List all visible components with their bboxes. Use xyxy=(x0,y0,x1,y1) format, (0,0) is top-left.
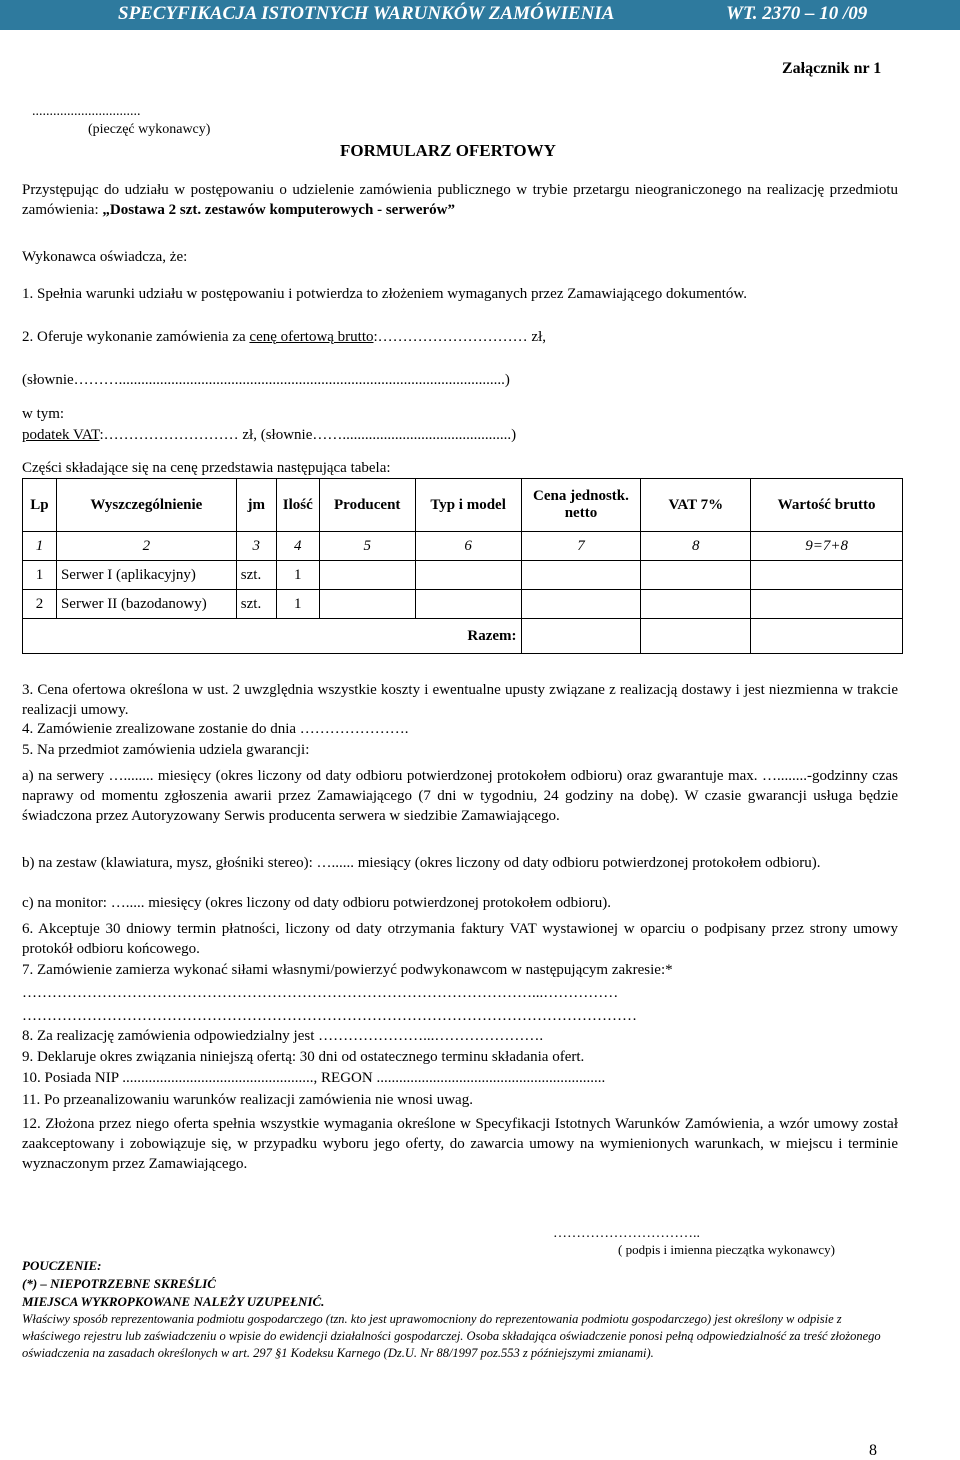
table-header-row xyxy=(23,479,903,532)
point-10: 10. Posiada NIP ..................................................., REGON ............................................................. xyxy=(22,1070,606,1086)
vat-label: podatek VAT xyxy=(22,427,100,443)
order-subject: „Dostawa 2 szt. zestawów komputerowych - serwerów” xyxy=(102,202,455,218)
notice-text: Właściwy sposób reprezentowania podmiotu gospodarczego (tzn. kto jest uprawomocniony do reprezentowania podmiotu gospodarczego) jest określony w odpisie z właściwego rejestru lub zaświadczeniu o wpisie do ewidencji działalności gospodarczej. Osoba składająca oświadczenie ponosi pełną odpowiedzialność za treść złożonego oświadczenia na zasadach określonych w art. 297 §1 Kodeksu Karnego (Dz.U. Nr 88/1997 poz.553 z późniejszymi zmianami). xyxy=(22,1312,881,1360)
total-row xyxy=(23,619,903,654)
point-3: 3. Cena ofertowa określona w ust. 2 uwzględnia wszystkie koszty i ewentualne upusty związane z realizacją dostawy i jest niezmienna w trakcie realizacji umowy. xyxy=(22,682,898,718)
header-cell: VAT 7% xyxy=(641,479,751,532)
point-5a: a) na serwery …........ miesięcy (okres liczony od daty odbioru potwierdzonej protokołem odbioru) oraz gwarantuje max. …........-godzinny czas naprawy od momentu zgłoszenia awarii przez Zamawiającego (7 dni w tygodniu, 24 godziny na dobę). W czasie gwarancji usługa będzie świadczona przez Autoryzowany Serwis producenta serwera w siedzibie Zamawiającego. xyxy=(22,768,898,824)
point-1: 1. Spełnia warunki udziału w postępowaniu i potwierdza to złożeniem wymaganych przez Zamawiającego dokumentów. xyxy=(22,286,748,302)
intro-paragraph xyxy=(22,180,898,220)
total-gross-cell[interactable] xyxy=(751,619,903,654)
producent-cell[interactable] xyxy=(319,561,415,590)
point-12: 12. Złożona przez niego oferta spełnia wszystkie wymagania określone w Specyfikacji Istotnych Warunków Zamówienia, a wzór umowy został zaakceptowany i zobowiązuje się, w przypadku wyboru jego oferty, do zawarcia umowy na wymienionych warunkach, w miejscu i terminie wyznaczonym przez Zamawiającego. xyxy=(22,1116,898,1172)
column-number-row xyxy=(23,532,903,561)
declares-label: Wykonawca oświadcza, że: xyxy=(22,249,188,265)
point-5b: b) na zestaw (klawiatura, mysz, głośniki stereo): …...... miesiący (okres liczony od daty odbioru potwierdzonej protokołem odbioru). xyxy=(22,855,821,871)
row-qty: 1 xyxy=(276,590,319,619)
point-2-suffix: :………………………… zł, xyxy=(373,329,547,345)
column-number: 6 xyxy=(415,532,521,561)
point-2-prefix: 2. Oferuje wykonanie zamówienia za xyxy=(22,329,250,345)
signature-label: ( podpis i imienna pieczątka wykonawcy) xyxy=(618,1242,835,1257)
price-label: cenę ofertową brutto xyxy=(249,329,374,345)
row-lp: 2 xyxy=(23,590,57,619)
reference-number: WT. 2370 – 10 /09 xyxy=(726,3,868,24)
subcontract-dots-line: …………………………………………………………………………………………...…………… xyxy=(22,985,619,1001)
point-7: 7. Zamówienie zamierza wykonać siłami własnymi/powierzyć podwykonawcom w następującym zakresie:* xyxy=(22,962,673,978)
signature-dots: ………………………….. xyxy=(553,1226,700,1241)
table-row xyxy=(23,590,903,619)
header-cell: Cena jednostk. netto xyxy=(521,479,641,532)
point-2 xyxy=(22,329,546,346)
column-number: 1 xyxy=(23,532,57,561)
total-label: Razem: xyxy=(23,619,522,654)
point-6: 6. Akceptuje 30 dniowy termin płatności, liczony od daty otrzymania faktury VAT wystawionej w oparciu o podpisany przez strony umowy protokół odbioru końcowego. xyxy=(22,921,898,957)
row-name: Serwer I (aplikacyjny) xyxy=(56,561,236,590)
point-5: 5. Na przedmiot zamówienia udziela gwarancji: xyxy=(22,742,310,758)
column-number: 5 xyxy=(319,532,415,561)
total-price-cell[interactable] xyxy=(521,619,641,654)
row-lp: 1 xyxy=(23,561,57,590)
stamp-dots: ............................... xyxy=(32,104,141,119)
page-header-bar xyxy=(0,0,960,30)
gross-value-cell[interactable] xyxy=(751,590,903,619)
unit-price-cell[interactable] xyxy=(521,561,641,590)
gross-value-cell[interactable] xyxy=(751,561,903,590)
point-11: 11. Po przeanalizowaniu warunków realizacji zamówienia nie wnosi uwag. xyxy=(22,1092,473,1108)
point-4: 4. Zamówienie zrealizowane zostanie do dnia …………………. xyxy=(22,721,409,737)
notice-line-1: (*) – NIEPOTRZEBNE SKREŚLIĆ xyxy=(22,1276,216,1291)
column-number: 4 xyxy=(276,532,319,561)
column-number: 3 xyxy=(236,532,276,561)
model-cell[interactable] xyxy=(415,561,521,590)
vat-line xyxy=(22,427,516,444)
vat-cell[interactable] xyxy=(641,561,751,590)
form-title: FORMULARZ OFERTOWY xyxy=(340,141,556,160)
total-vat-cell[interactable] xyxy=(641,619,751,654)
column-number: 9=7+8 xyxy=(751,532,903,561)
column-number: 2 xyxy=(56,532,236,561)
vat-line-suffix: :……………………… zł, (słownie…….............................................) xyxy=(99,427,517,443)
vat-cell[interactable] xyxy=(641,590,751,619)
header-cell: Typ i model xyxy=(415,479,521,532)
amount-in-words-line: (słownie……….......................................................................................................) xyxy=(22,372,510,388)
point-5c: c) na monitor: …..... miesięcy (okres liczony od daty odbioru potwierdzonej protokołem odbioru). xyxy=(22,895,612,911)
unit-price-cell[interactable] xyxy=(521,590,641,619)
header-cell: Lp xyxy=(23,479,57,532)
spec-title: SPECYFIKACJA ISTOTNYCH WARUNKÓW ZAMÓWIENIA xyxy=(118,3,615,24)
subcontract-dots-line: …………………………………………………………………………………………………………… xyxy=(22,1008,637,1024)
stamp-label: (pieczęć wykonawcy) xyxy=(88,122,211,137)
notice-title: POUCZENIE: xyxy=(22,1258,102,1273)
header-cell: Producent xyxy=(319,479,415,532)
column-number: 7 xyxy=(521,532,641,561)
intro-text: Przystępując do udziału w postępowaniu o udzielenie zamówienia publicznego w trybie przetargu nieograniczonego na realizację przedmiotu zamówienia: xyxy=(22,182,898,218)
column-number: 8 xyxy=(641,532,751,561)
page-number: 8 xyxy=(869,1442,877,1459)
row-unit: szt. xyxy=(236,561,276,590)
price-table xyxy=(22,478,903,654)
header-cell: Wartość brutto xyxy=(751,479,903,532)
point-9: 9. Deklaruje okres związania niniejszą ofertą: 30 dni od ostatecznego terminu składania ofert. xyxy=(22,1049,585,1065)
point-8: 8. Za realizację zamówienia odpowiedzialny jest …………………...…………………. xyxy=(22,1028,544,1044)
table-row xyxy=(23,561,903,590)
attachment-label: Załącznik nr 1 xyxy=(782,60,882,77)
table-intro: Części składające się na cenę przedstawia następująca tabela: xyxy=(22,460,391,476)
header-cell: Wyszczególnienie xyxy=(56,479,236,532)
producent-cell[interactable] xyxy=(319,590,415,619)
including-label: w tym: xyxy=(22,406,65,422)
header-cell: jm xyxy=(236,479,276,532)
row-qty: 1 xyxy=(276,561,319,590)
row-name: Serwer II (bazodanowy) xyxy=(56,590,236,619)
model-cell[interactable] xyxy=(415,590,521,619)
header-cell: Ilość xyxy=(276,479,319,532)
notice-line-2: MIEJSCA WYKROPKOWANE NALEŻY UZUPEŁNIĆ. xyxy=(22,1294,325,1309)
row-unit: szt. xyxy=(236,590,276,619)
